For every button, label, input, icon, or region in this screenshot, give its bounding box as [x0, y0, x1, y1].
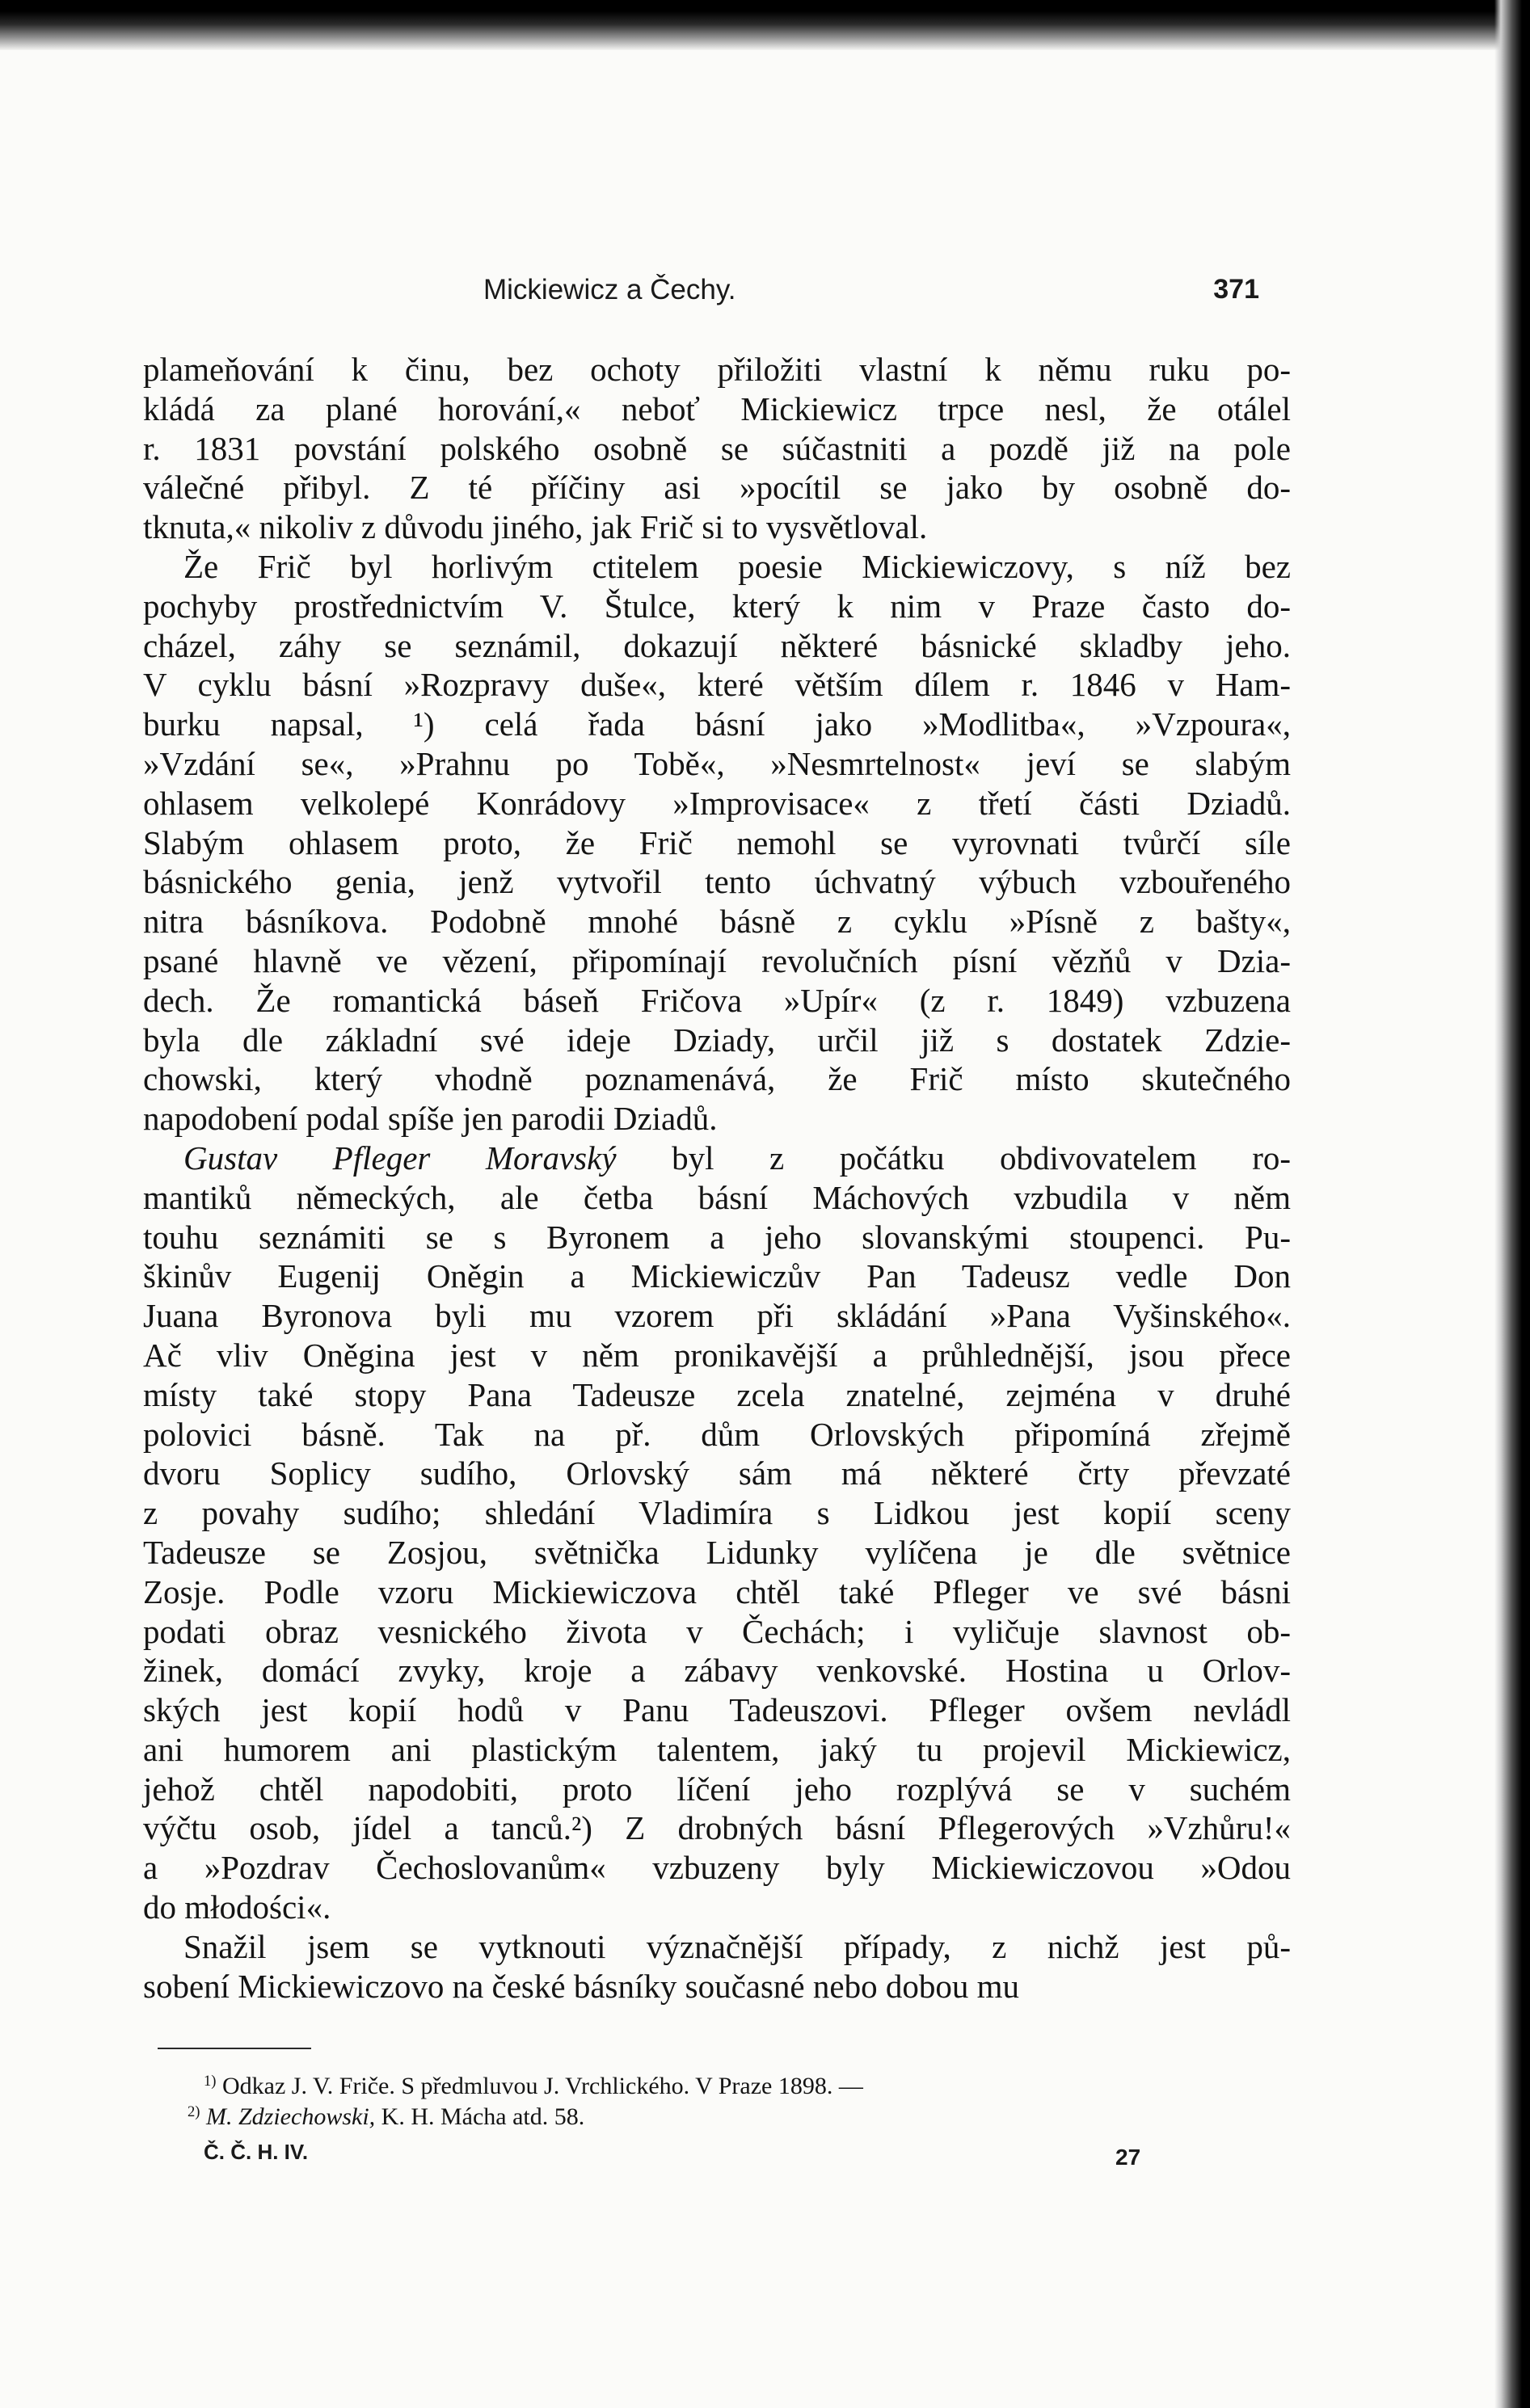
text-line: dvoru Soplicy sudího, Orlovský sám má některé črty převzaté: [143, 1454, 1291, 1492]
text-line: burku napsal, ¹) celá řada básní jako »Modlitba«, »Vzpoura«,: [143, 705, 1291, 743]
text-line: napodobení podal spíše jen parodii Dziadů.: [143, 1100, 718, 1138]
footnote-rule: [158, 2048, 311, 2049]
page-number: 371: [1213, 274, 1259, 305]
text-line: Tadeusze se Zosjou, světnička Lidunky vylíčena je dle světnice: [143, 1533, 1291, 1571]
text-line: ských jest kopií hodů v Panu Tadeuszovi. Pfleger ovšem nevládl: [143, 1691, 1291, 1729]
footnote-1-text: Odkaz J. V. Friče. S předmluvou J. Vrchlického. V Praze 1898. —: [222, 2073, 863, 2099]
footnote-1-marker: 1): [204, 2072, 217, 2090]
text-line: a »Pozdrav Čechoslovanům« vzbuzeny byly Mickiewiczovou »Odou: [143, 1849, 1291, 1887]
text-line: válečné přibyl. Z té příčiny asi »pocítil se jako by osobně do-: [143, 469, 1291, 507]
text-line: V cyklu básní »Rozpravy duše«, které větším dílem r. 1846 v Ham-: [143, 666, 1291, 704]
text-line: kládá za plané horování,« neboť Mickiewicz trpce nesl, že otálel: [143, 389, 1291, 427]
text-line: Gustav Pfleger Moravský byl z počátku obdivovatelem ro-: [183, 1139, 1291, 1177]
text-line: chowski, který vhodně poznamenává, že Frič místo skutečného: [143, 1060, 1291, 1098]
text-line: mantiků německých, ale četba básní Máchových vzbudila v něm: [143, 1178, 1291, 1216]
text-line: byla dle základní své ideje Dziady, určil již s dostatek Zdzie-: [143, 1021, 1291, 1059]
text-line: sobení Mickiewiczovo na české básníky současné nebo dobou mu: [143, 1967, 1019, 2005]
text-line: Zosje. Podle vzoru Mickiewiczova chtěl také Pfleger ve své básni: [143, 1572, 1291, 1610]
text-line: výčtu osob, jídel a tanců.²) Z drobných básní Pflegerových »Vzhůru!«: [143, 1809, 1291, 1847]
sheet-number: 27: [1115, 2145, 1141, 2170]
scan-shadow-right: [1494, 0, 1530, 2408]
text-line: psané hlavně ve vězení, připomínají revolučních písní vězňů v Dzia-: [143, 941, 1291, 979]
text-line: Snažil jsem se vytknouti význačnější případy, z nichž jest pů-: [183, 1927, 1291, 1965]
footnote-2-text: K. H. Mácha atd. 58.: [381, 2103, 585, 2130]
text-line: Ač vliv Oněgina jest v něm pronikavější a průhlednější, jsou přece: [143, 1336, 1291, 1374]
text-line: z povahy sudího; shledání Vladimíra s Lidkou jest kopií sceny: [143, 1494, 1291, 1532]
text-line: tknuta,« nikoliv z důvodu jiného, jak Frič si to vysvětloval.: [143, 508, 928, 546]
running-header: [483, 274, 1259, 314]
text-line: touhu seznámiti se s Byronem a jeho slovanskými stoupenci. Pu-: [143, 1218, 1291, 1256]
scan-shadow-top: [0, 0, 1530, 50]
text-line: Slabým ohlasem proto, že Frič nemohl se vyrovnati tvůrčí síle: [143, 823, 1291, 861]
footnote-1: [204, 2072, 1319, 2101]
running-title: Mickiewicz a Čechy.: [483, 274, 736, 305]
text-line: žinek, domácí zvyky, kroje a zábavy venkovské. Hostina u Orlov-: [143, 1652, 1291, 1690]
text-line: Juana Byronova byli mu vzorem při skládání »Pana Vyšinského«.: [143, 1297, 1291, 1335]
text-line: r. 1831 povstání polského osobně se súčastniti a pozdě již na pole: [143, 429, 1291, 467]
text-line: pochyby prostřednictvím V. Štulce, který k nim v Praze často do-: [143, 587, 1291, 625]
text-line: »Vzdání se«, »Prahnu po Tobě«, »Nesmrtelnost« jeví se slabým: [143, 744, 1291, 782]
text-line: polovici básně. Tak na př. dům Orlovských připomíná zřejmě: [143, 1415, 1291, 1453]
text-line: ani humorem ani plastickým talentem, jaký tu projevil Mickiewicz,: [143, 1730, 1291, 1768]
text-line: podati obraz vesnického života v Čechách; i vyličuje slavnost ob-: [143, 1612, 1291, 1650]
text-line: básnického genia, jenž vytvořil tento úchvatný výbuch vzbouřeného: [143, 863, 1291, 901]
text-line: nitra básníkova. Podobně mnohé básně z cyklu »Písně z bašty«,: [143, 903, 1291, 941]
footnote-2: [188, 2103, 1303, 2132]
text-line: do młodości«.: [143, 1888, 331, 1926]
text-line: cházel, záhy se seznámil, dokazují některé básnické skladby jeho.: [143, 626, 1291, 664]
text-line: škinův Eugenij Oněgin a Mickiewiczův Pan Tadeusz vedle Don: [143, 1257, 1291, 1295]
text-line: dech. Že romantická báseň Fričova »Upír« (z r. 1849) vzbuzena: [143, 981, 1291, 1019]
journal-signature: Č. Č. H. IV.: [204, 2140, 309, 2164]
text-line: Že Frič byl horlivým ctitelem poesie Mickiewiczovy, s níž bez: [183, 547, 1291, 585]
text-line: jehož chtěl napodobiti, proto líčení jeho rozplývá se v suchém: [143, 1770, 1291, 1808]
footnote-2-marker: 2): [188, 2103, 200, 2120]
footnote-2-author: M. Zdziechowski,: [206, 2103, 376, 2130]
text-line: místy také stopy Pana Tadeusze zcela znatelné, zejména v druhé: [143, 1375, 1291, 1413]
text-line: ohlasem velkolepé Konrádovy »Improvisace« z třetí části Dziadů.: [143, 784, 1291, 822]
body-text: [143, 350, 1291, 2006]
text-line: plameňování k činu, bez ochoty přiložiti vlastní k němu ruku po-: [143, 351, 1291, 388]
author-name-italic: Gustav Pfleger Moravský: [183, 1139, 617, 1177]
